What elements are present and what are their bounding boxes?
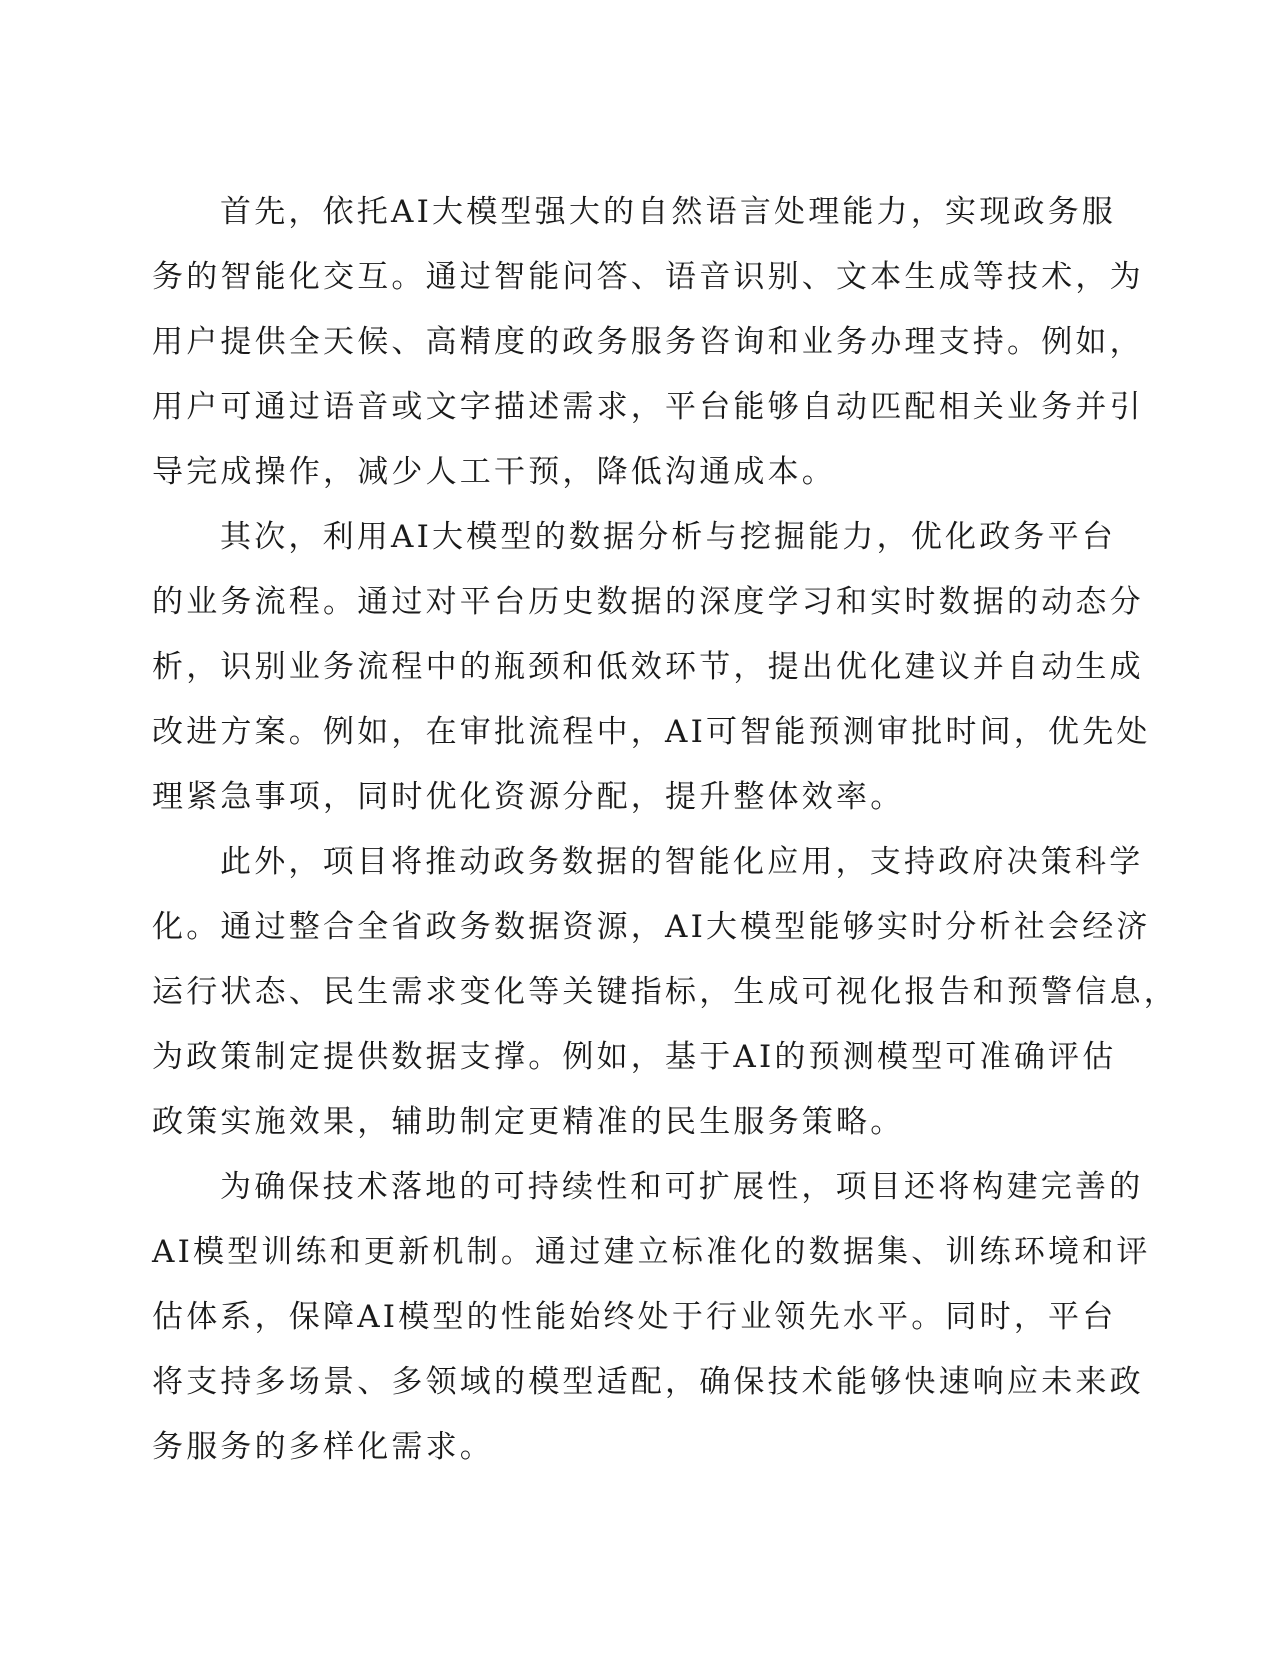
paragraph-line: 改进方案。例如，在审批流程中，AI可智能预测审批时间，优先处 xyxy=(152,714,1151,750)
paragraph-line: 务服务的多样化需求。 xyxy=(152,1429,494,1465)
paragraph-1 xyxy=(152,180,1152,505)
paragraph-line: 析，识别业务流程中的瓶颈和低效环节，提出优化建议并自动生成 xyxy=(152,649,1144,685)
paragraph-line: 为政策制定提供数据支撑。例如，基于AI的预测模型可准确评估 xyxy=(152,1039,1117,1075)
paragraph-line: 用户提供全天候、高精度的政务服务咨询和业务办理支持。例如， xyxy=(152,324,1144,360)
document-body xyxy=(152,180,1178,1480)
paragraph-line: 首先，依托AI大模型强大的自然语言处理能力，实现政务服 xyxy=(220,194,1117,230)
paragraph-line: 运行状态、民生需求变化等关键指标，生成可视化报告和预警信息， xyxy=(152,974,1178,1010)
paragraph-3 xyxy=(152,830,1178,1155)
paragraph-2 xyxy=(152,505,1152,830)
paragraph-line: 为确保技术落地的可持续性和可扩展性，项目还将构建完善的 xyxy=(220,1169,1144,1205)
paragraph-line: 务的智能化交互。通过智能问答、语音识别、文本生成等技术，为 xyxy=(152,259,1144,295)
paragraph-line: AI模型训练和更新机制。通过建立标准化的数据集、训练环境和评 xyxy=(152,1234,1151,1270)
paragraph-line: 理紧急事项，同时优化资源分配，提升整体效率。 xyxy=(152,779,905,815)
paragraph-line: 的业务流程。通过对平台历史数据的深度学习和实时数据的动态分 xyxy=(152,584,1144,620)
paragraph-line: 此外，项目将推动政务数据的智能化应用，支持政府决策科学 xyxy=(220,844,1144,880)
paragraph-line: 其次，利用AI大模型的数据分析与挖掘能力，优化政务平台 xyxy=(220,519,1117,555)
paragraph-line: 将支持多场景、多领域的模型适配，确保技术能够快速响应未来政 xyxy=(152,1364,1144,1400)
paragraph-line: 估体系，保障AI模型的性能始终处于行业领先水平。同时，平台 xyxy=(152,1299,1117,1335)
paragraph-line: 政策实施效果，辅助制定更精准的民生服务策略。 xyxy=(152,1104,905,1140)
paragraph-4 xyxy=(152,1155,1152,1480)
paragraph-line: 化。通过整合全省政务数据资源，AI大模型能够实时分析社会经济 xyxy=(152,909,1151,945)
paragraph-line: 用户可通过语音或文字描述需求，平台能够自动匹配相关业务并引 xyxy=(152,389,1144,425)
paragraph-line: 导完成操作，减少人工干预，降低沟通成本。 xyxy=(152,454,836,490)
